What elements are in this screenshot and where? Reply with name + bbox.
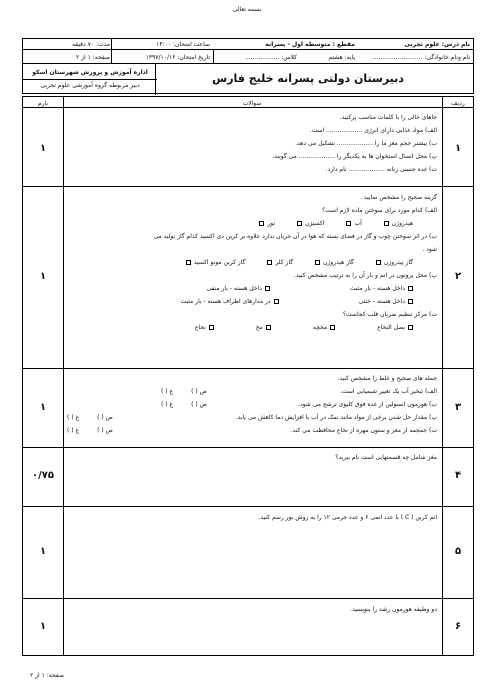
question-line: مغز شامل چه قسمتهایی است نام ببرید؟ <box>335 453 437 461</box>
checkbox-icon[interactable] <box>266 325 271 330</box>
true-box[interactable]: ص ( ) <box>97 426 113 434</box>
question-line: اتم کربن ( C ) با عدد اتمی ۶ و عدد جرمی ۱۲ را به روش بور رسم کنید. <box>258 513 437 521</box>
grade: پایه: هشتم <box>328 54 355 61</box>
question-line: گزینه صحیح را مشخص نمایید . <box>360 193 437 201</box>
question-score: ۱ <box>39 143 47 154</box>
question-number: ۶ <box>454 621 462 632</box>
footer-page-number: صفحه: ۱ از ۲ <box>30 672 65 679</box>
option[interactable]: هیدروژن <box>384 220 413 227</box>
page-number: صفحه: ۱ از ۲ <box>75 54 110 61</box>
options-a <box>61 217 443 230</box>
class-field: کلاس: .................. <box>213 50 300 63</box>
checkbox-icon[interactable] <box>330 325 335 330</box>
question-line: ب) در اثر سوختن چوب و گاز در فضای بسته که هوا در آن جریان ندارد علاوه بر کربن دی اکسید کدام گاز تولید می <box>153 232 437 240</box>
header-questions: سوالات <box>242 100 262 107</box>
school-name: دبیرستان دولتی پسرانه خلیج فارس <box>212 72 404 85</box>
true-box[interactable]: ص ( ) <box>191 400 207 408</box>
question-4 <box>61 451 443 464</box>
question-line: الف) کدام مورد برای سوختن ماده لازم است؟ <box>322 206 437 214</box>
question-number: ۱ <box>454 143 462 154</box>
option[interactable]: اکسیژن <box>297 220 324 227</box>
option[interactable]: داخل هسته - خنثی <box>359 298 413 305</box>
options-b <box>61 256 443 269</box>
options-c-row2 <box>61 295 443 308</box>
checkbox-icon[interactable] <box>265 286 270 291</box>
header-score: بارم <box>37 100 49 107</box>
checkbox-icon[interactable] <box>346 221 351 226</box>
question-number: ۵ <box>454 546 462 557</box>
option[interactable]: مخ <box>256 324 271 331</box>
question-line: دو وظیفه هورمون رشد را بنویسید. <box>350 605 437 613</box>
checkbox-icon[interactable] <box>376 260 381 265</box>
option[interactable]: نور <box>259 220 275 227</box>
checkbox-icon[interactable] <box>209 325 214 330</box>
question-2 <box>61 191 443 334</box>
checkbox-icon[interactable] <box>408 286 413 291</box>
checkbox-icon[interactable] <box>267 260 272 265</box>
checkbox-icon[interactable] <box>384 221 389 226</box>
lesson-name: نام درس: علوم تجربی <box>404 41 470 48</box>
option[interactable]: داخل هسته - بار مثبت <box>350 285 413 292</box>
checkbox-icon[interactable] <box>408 325 413 330</box>
exam-time: ساعت امتحان: ۱۴:۰۰ <box>111 39 213 49</box>
bismillah: بسمه تعالی <box>232 6 262 13</box>
question-number: ۳ <box>454 402 462 413</box>
question-score: ۱ <box>39 621 47 632</box>
header-row-number: ردیف <box>451 100 465 107</box>
question-line: پ) محل پروتون در اتم و بار آن را به ترتیب مشخص کنید. <box>294 271 437 279</box>
questions-table <box>22 96 474 656</box>
option[interactable]: گاز پیدروژن <box>376 259 413 266</box>
duration: مدت: ۷۰ دقیقه <box>72 41 110 48</box>
teacher-group: دبیر مربوطه گروه آموزشی علوم تجربی <box>40 82 140 89</box>
question-3 <box>61 372 443 437</box>
true-box[interactable]: ص ( ) <box>191 387 207 395</box>
question-line: جمله های صحیح و غلط را مشخص کنید. <box>337 374 437 382</box>
level: مقطع : متوسطه اول - پسرانه <box>265 41 355 48</box>
false-box[interactable]: غ ( ) <box>161 400 174 408</box>
options-c-row1 <box>61 282 443 295</box>
exam-date: تاریخ امتحان: ۱۳۹۷/۱۰/۱۶ <box>111 50 213 63</box>
question-5 <box>61 511 443 524</box>
question-line: جاهای خالی را با کلمات مناسب پرکنید. <box>339 113 437 121</box>
question-number: ۲ <box>454 271 462 282</box>
options-d <box>61 321 443 334</box>
checkbox-icon[interactable] <box>259 221 264 226</box>
checkbox-icon[interactable] <box>274 299 279 304</box>
question-line: ت) مرکز تنظیم ضربان قلب کجاست؟ <box>342 310 437 318</box>
question-line: پ) محل اتصال استخوان ها به یکدیگر را ................... می گویند. <box>272 152 437 160</box>
question-1 <box>61 111 443 176</box>
option[interactable]: مخچه <box>313 324 335 331</box>
option[interactable]: گاز هیدروژن <box>315 259 354 266</box>
question-line: الف) مواد غذایی دارای انرژی ................... است. <box>309 126 437 134</box>
question-line: شود . <box>422 245 437 253</box>
question-line: ب) بیشتر حجم مغز ما را ................... تشکیل می دهد. <box>295 139 437 147</box>
checkbox-icon[interactable] <box>186 260 191 265</box>
student-name: نام ونام خانوادگی: .......................... <box>372 54 470 61</box>
question-score: ۱ <box>39 271 47 282</box>
false-box[interactable]: غ ( ) <box>161 387 174 395</box>
option[interactable]: گاز کربن مونو اکسید <box>186 259 246 266</box>
question-score: ۰/۷۵ <box>32 470 54 481</box>
option[interactable]: نخاع <box>195 324 214 331</box>
question-score: ۱ <box>39 546 47 557</box>
tf-item: ت) جمجمه از مغز و ستون مهره از نخاع محافظت می کند. ص ( )غ ( ) <box>67 426 437 434</box>
option[interactable]: در مدارهای اطراف هسته - بار مثبت <box>181 298 279 305</box>
option[interactable]: آب <box>346 220 361 227</box>
question-line: ت) غده جنسی زنانه ................... نام دارد. <box>325 165 437 173</box>
false-box[interactable]: غ ( ) <box>67 426 80 434</box>
true-box[interactable]: ص ( ) <box>97 413 113 421</box>
question-number: ۴ <box>454 470 462 481</box>
education-office: اداره آموزش و پرورش شهرستان اسکو <box>23 66 157 80</box>
option[interactable]: گاز کلر <box>267 259 293 266</box>
question-score: ۱ <box>39 402 47 413</box>
false-box[interactable]: غ ( ) <box>67 413 80 421</box>
tf-item: ب) هورمون انسولین از غده فوق کلیوی ترشح می شود. ص ( )غ ( ) <box>161 400 437 408</box>
checkbox-icon[interactable] <box>315 260 320 265</box>
tf-item: الف) تبخیر آب یک تغییر شیمیایی است. ص ( )غ ( ) <box>161 387 437 395</box>
option[interactable]: داخل هسته - بار منفی <box>207 285 270 292</box>
checkbox-icon[interactable] <box>408 299 413 304</box>
checkbox-icon[interactable] <box>297 221 302 226</box>
tf-item: پ) مقدار حل شدن برخی از مواد مانند نمک در آب با افزایش دما کاهش می یابد. ص ( )غ ( ) <box>67 413 437 421</box>
exam-header <box>22 38 474 94</box>
option[interactable]: بصل النخاع <box>377 324 413 331</box>
question-6 <box>61 603 443 616</box>
